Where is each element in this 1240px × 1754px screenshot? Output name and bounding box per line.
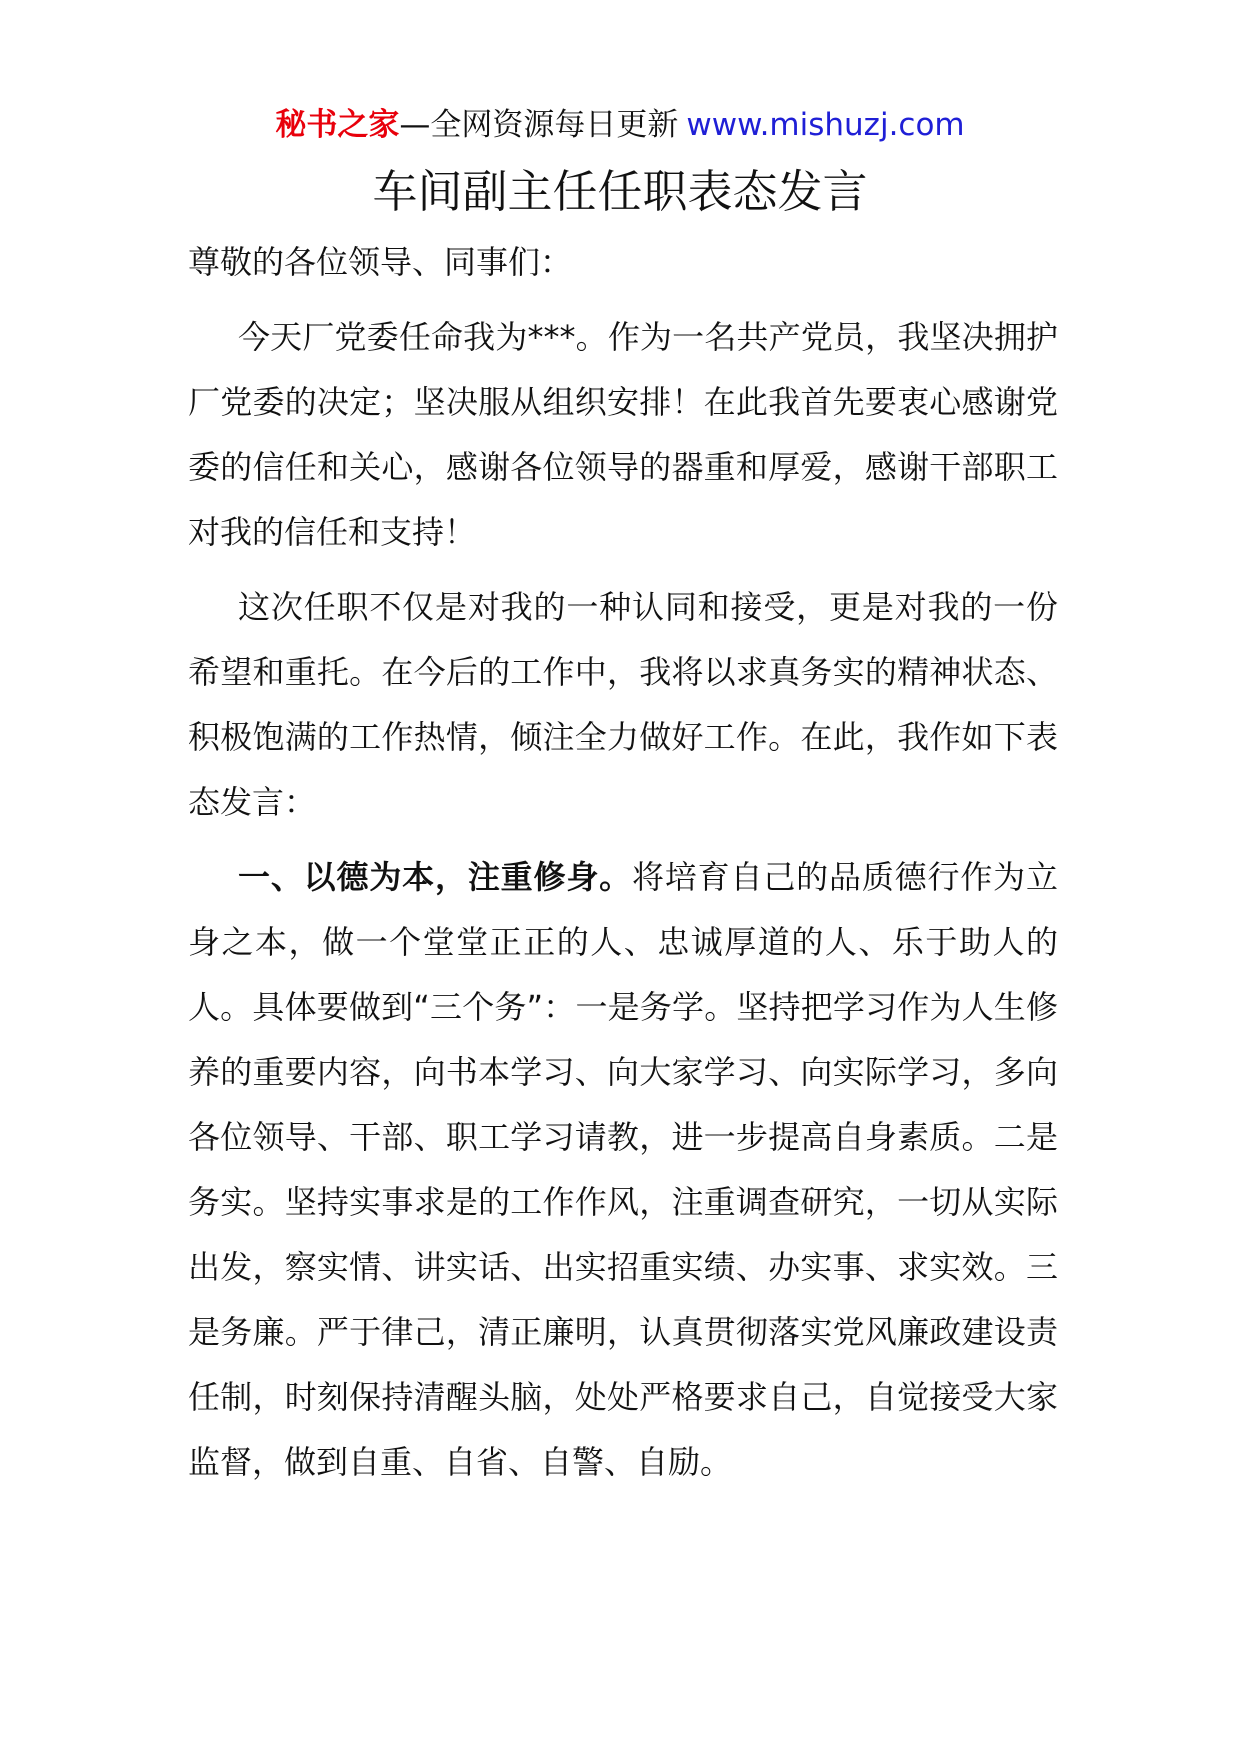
site-header	[0, 103, 1240, 147]
header-slogan: —全网资源每日更新	[399, 107, 679, 143]
paragraph-2: 这次任职不仅是对我的一种认同和接受，更是对我的一份希望和重托。在今后的工作中，我将以求真务实的精神状态、积极饱满的工作热情，倾注全力做好工作。在此，我作如下表态发言：	[188, 588, 1058, 821]
paragraph-3	[188, 845, 1058, 1495]
greeting: 尊敬的各位领导、同事们：	[188, 243, 573, 281]
paragraph-1: 今天厂党委任命我为***。作为一名共产党员，我坚决拥护厂党委的决定；坚决服从组织安排！在此我首先要衷心感谢党委的信任和关心，感谢各位领导的器重和厚爱，感谢干部职工对我的信任和支持！	[188, 318, 1058, 551]
site-url-link[interactable]: www.mishuzj.com	[686, 107, 965, 143]
document-body	[188, 230, 1058, 1505]
brand-name: 秘书之家	[275, 107, 400, 143]
document-title: 车间副主任任职表态发言	[372, 165, 868, 218]
paragraph-3-body: 将培育自己的品质德行作为立身之本，做一个堂堂正正的人、忠诚厚道的人、乐于助人的人。具体要做到“三个务”：一是务学。坚持把学习作为人生修养的重要内容，向书本学习、向大家学习、向实际学习，多向各位领导、干部、职工学习请教，进一步提高自身素质。二是务实。坚持实事求是的工作作风，注重调查研究，一切从实际出发，察实情、讲实话、出实招重实绩、办实事、求实效。三是务廉。严于律己，清正廉明，认真贯彻落实党风廉政建设责任制，时刻保持清醒头脑，处处严格要求自己，自觉接受大家监督，做到自重、自省、自警、自励。	[188, 858, 1058, 1481]
paragraph-3-heading: 一、以德为本，注重修身。	[238, 858, 632, 896]
